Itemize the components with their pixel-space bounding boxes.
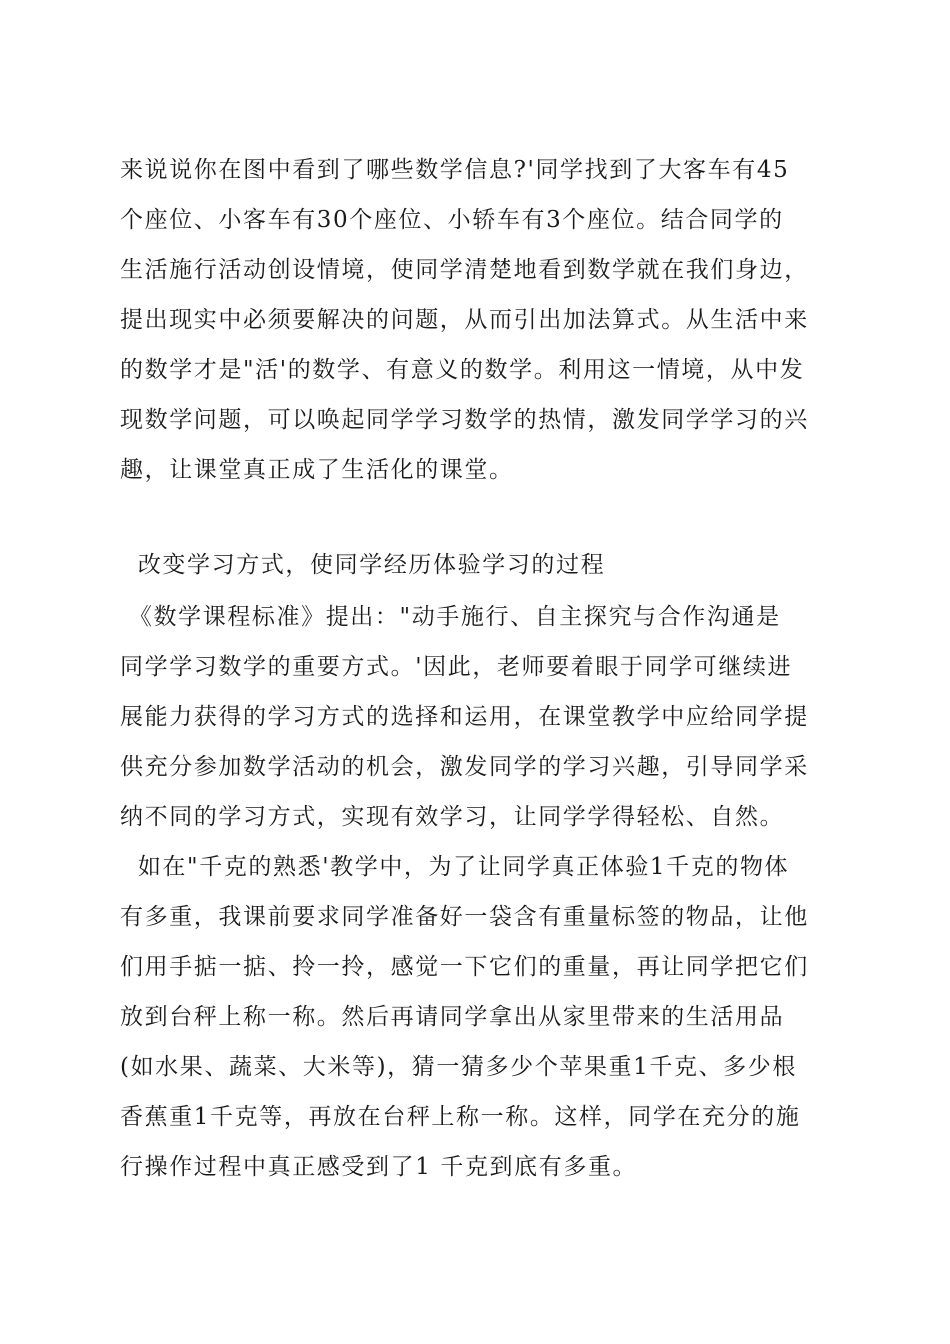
- text-line: 香蕉重1千克等，再放在台秤上称一称。这样，同学在充分的施: [120, 1104, 801, 1130]
- text-line: 展能力获得的学习方式的选择和运用，在课堂教学中应给同学提: [120, 704, 809, 730]
- text-line: 供充分参加数学活动的机会，激发同学的学习兴趣，引导同学采: [120, 754, 809, 780]
- text-line: 提出现实中必须要解决的问题，从而引出加法算式。从生活中来: [120, 307, 809, 333]
- text-line: 有多重，我课前要求同学准备好一袋含有重量标签的物品，让他: [120, 904, 809, 930]
- text-line: 同学学习数学的重要方式。'因此，老师要着眼于同学可继续进: [120, 654, 793, 680]
- text-line: 们用手掂一掂、拎一拎，感觉一下它们的重量，再让同学把它们: [120, 954, 809, 980]
- text-line: 个座位、小客车有30个座位、小轿车有3个座位。结合同学的: [120, 207, 784, 233]
- text-line: 纳不同的学习方式，实现有效学习，让同学学得轻松、自然。: [120, 804, 785, 830]
- text-line: 《数学课程标准》提出："动手施行、自主探究与合作沟通是: [120, 604, 781, 630]
- text-line: 来说说你在图中看到了哪些数学信息?'同学找到了大客车有45: [120, 157, 790, 183]
- text-line: 的数学才是"活'的数学、有意义的数学。利用这一情境，从中发: [120, 357, 805, 383]
- heading-line: 改变学习方式，使同学经历体验学习的过程: [120, 552, 606, 578]
- text-line: 如在"千克的熟悉'教学中，为了让同学真正体验1千克的物体: [120, 854, 790, 880]
- text-line: 趣，让课堂真正成了生活化的课堂。: [120, 457, 514, 483]
- text-line: 行操作过程中真正感受到了1 千克到底有多重。: [120, 1154, 638, 1180]
- text-line: 现数学问题，可以唤起同学学习数学的热情，激发同学学习的兴: [120, 407, 809, 433]
- text-line: 放到台秤上称一称。然后再请同学拿出从家里带来的生活用品: [120, 1004, 785, 1030]
- text-line: (如水果、蔬菜、大米等)，猜一猜多少个苹果重1千克、多少根: [120, 1054, 797, 1080]
- text-line: 生活施行活动创设情境，使同学清楚地看到数学就在我们身边，: [120, 257, 809, 283]
